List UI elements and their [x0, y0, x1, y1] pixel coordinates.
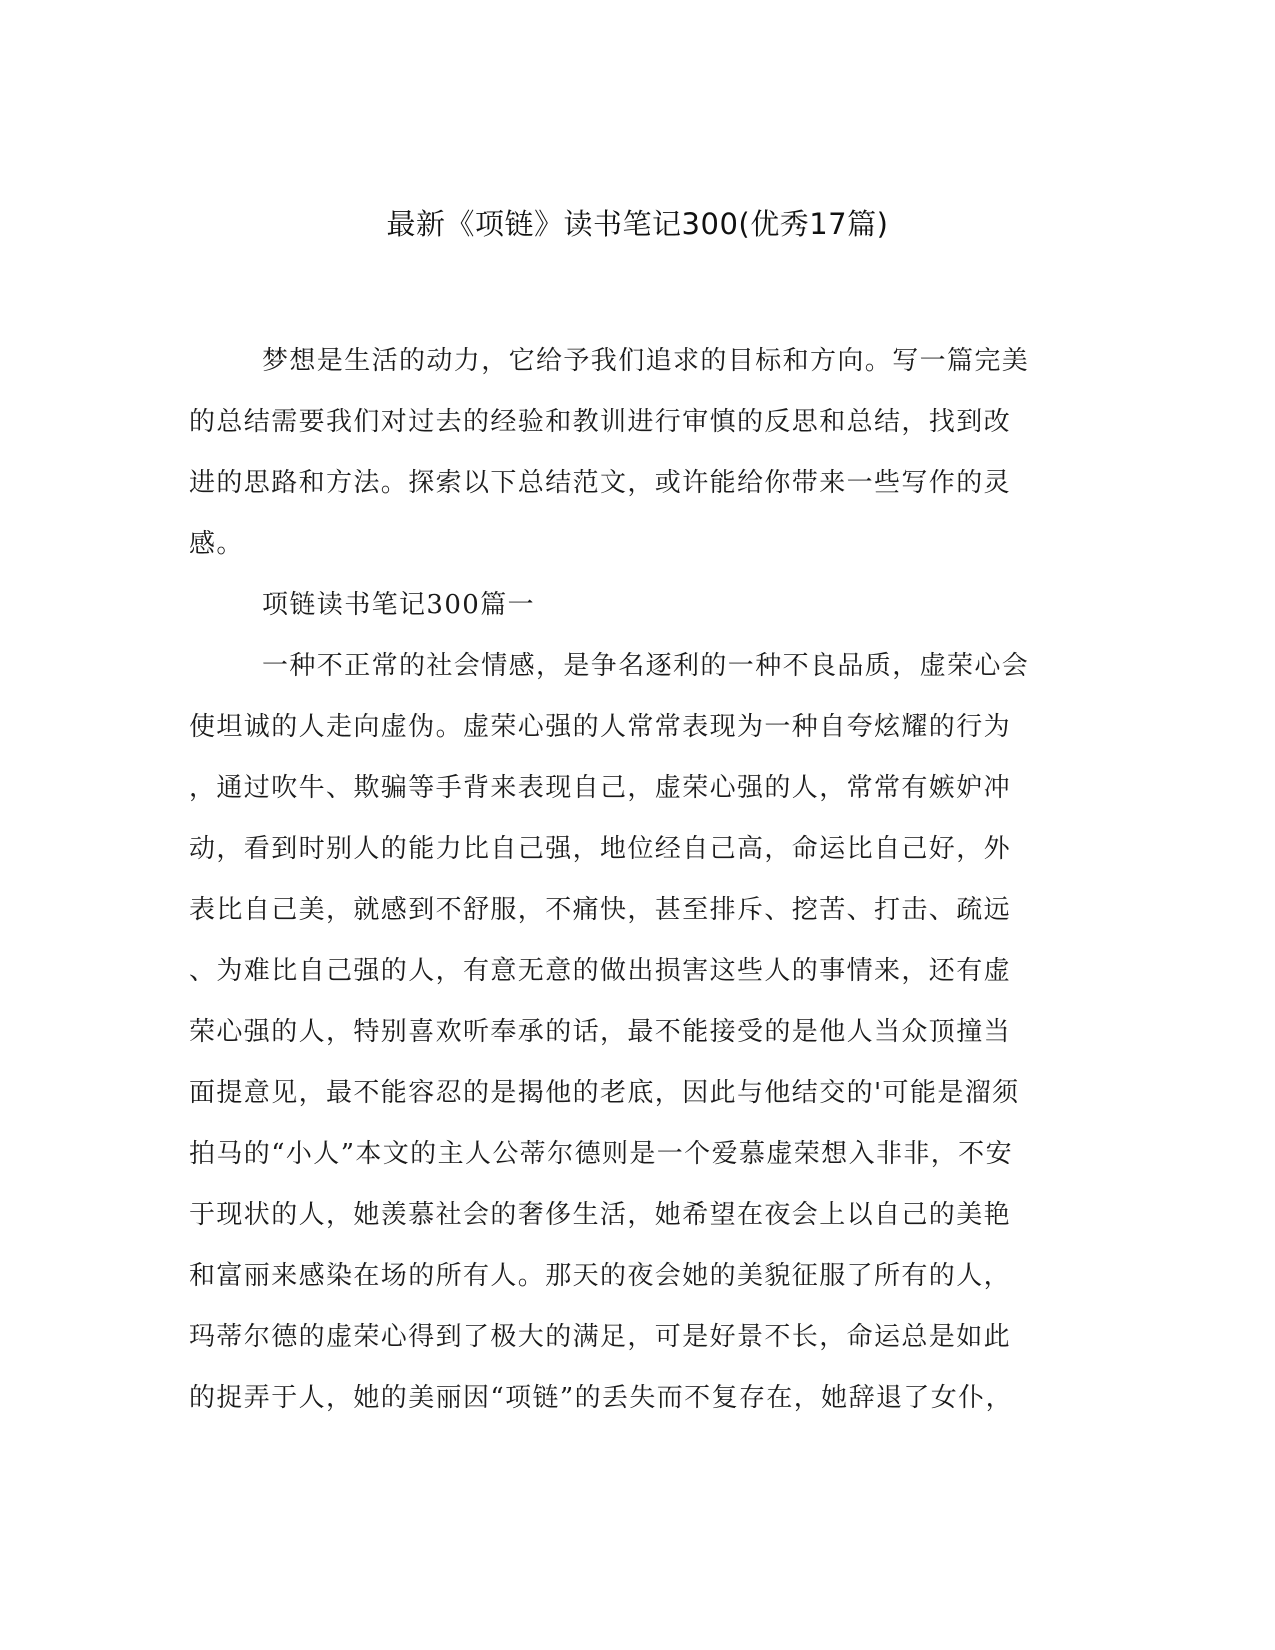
body-line: 、为难比自己强的人，有意无意的做出损害这些人的事情来，还有虚: [189, 956, 1012, 986]
body-line: 和富丽来感染在场的所有人。那天的夜会她的美貌征服了所有的人，: [189, 1261, 1012, 1291]
body-line: 动，看到时别人的能力比自己强，地位经自己高，命运比自己好，外: [189, 834, 1012, 864]
body-line: 的捉弄于人，她的美丽因“项链”的丢失而不复存在，她辞退了女仆，: [189, 1383, 1013, 1413]
body-line: 使坦诚的人走向虚伪。虚荣心强的人常常表现为一种自夸炫耀的行为: [189, 712, 1012, 742]
body-line: 感。: [189, 529, 244, 559]
body-line: ，通过吹牛、欺骗等手背来表现自己，虚荣心强的人，常常有嫉妒冲: [189, 773, 1012, 803]
body-line: 玛蒂尔德的虚荣心得到了极大的满足，可是好景不长，命运总是如此: [189, 1322, 1012, 1352]
body-line: 表比自己美，就感到不舒服，不痛快，甚至排斥、挖苦、打击、疏远: [189, 895, 1012, 925]
document-body: [189, 331, 1065, 1429]
body-line: 荣心强的人，特别喜欢听奉承的话，最不能接受的是他人当众顶撞当: [189, 1017, 1012, 1047]
body-line: 面提意见，最不能容忍的是揭他的老底，因此与他结交的'可能是溜须: [189, 1078, 1020, 1108]
document-title: 最新《项链》读书笔记300(优秀17篇): [386, 207, 889, 241]
body-line: 梦想是生活的动力，它给予我们追求的目标和方向。写一篇完美: [262, 346, 1030, 376]
body-line: 一种不正常的社会情感，是争名逐利的一种不良品质，虚荣心会: [262, 651, 1030, 681]
section-heading: 项链读书笔记300篇一: [262, 590, 536, 620]
body-line: 的总结需要我们对过去的经验和教训进行审慎的反思和总结，找到改: [189, 407, 1012, 437]
body-line: 拍马的“小人”本文的主人公蒂尔德则是一个爱慕虚荣想入非非，不安: [189, 1139, 1013, 1169]
body-line: 于现状的人，她羡慕社会的奢侈生活，她希望在夜会上以自己的美艳: [189, 1200, 1012, 1230]
body-line: 进的思路和方法。探索以下总结范文，或许能给你带来一些写作的灵: [189, 468, 1012, 498]
